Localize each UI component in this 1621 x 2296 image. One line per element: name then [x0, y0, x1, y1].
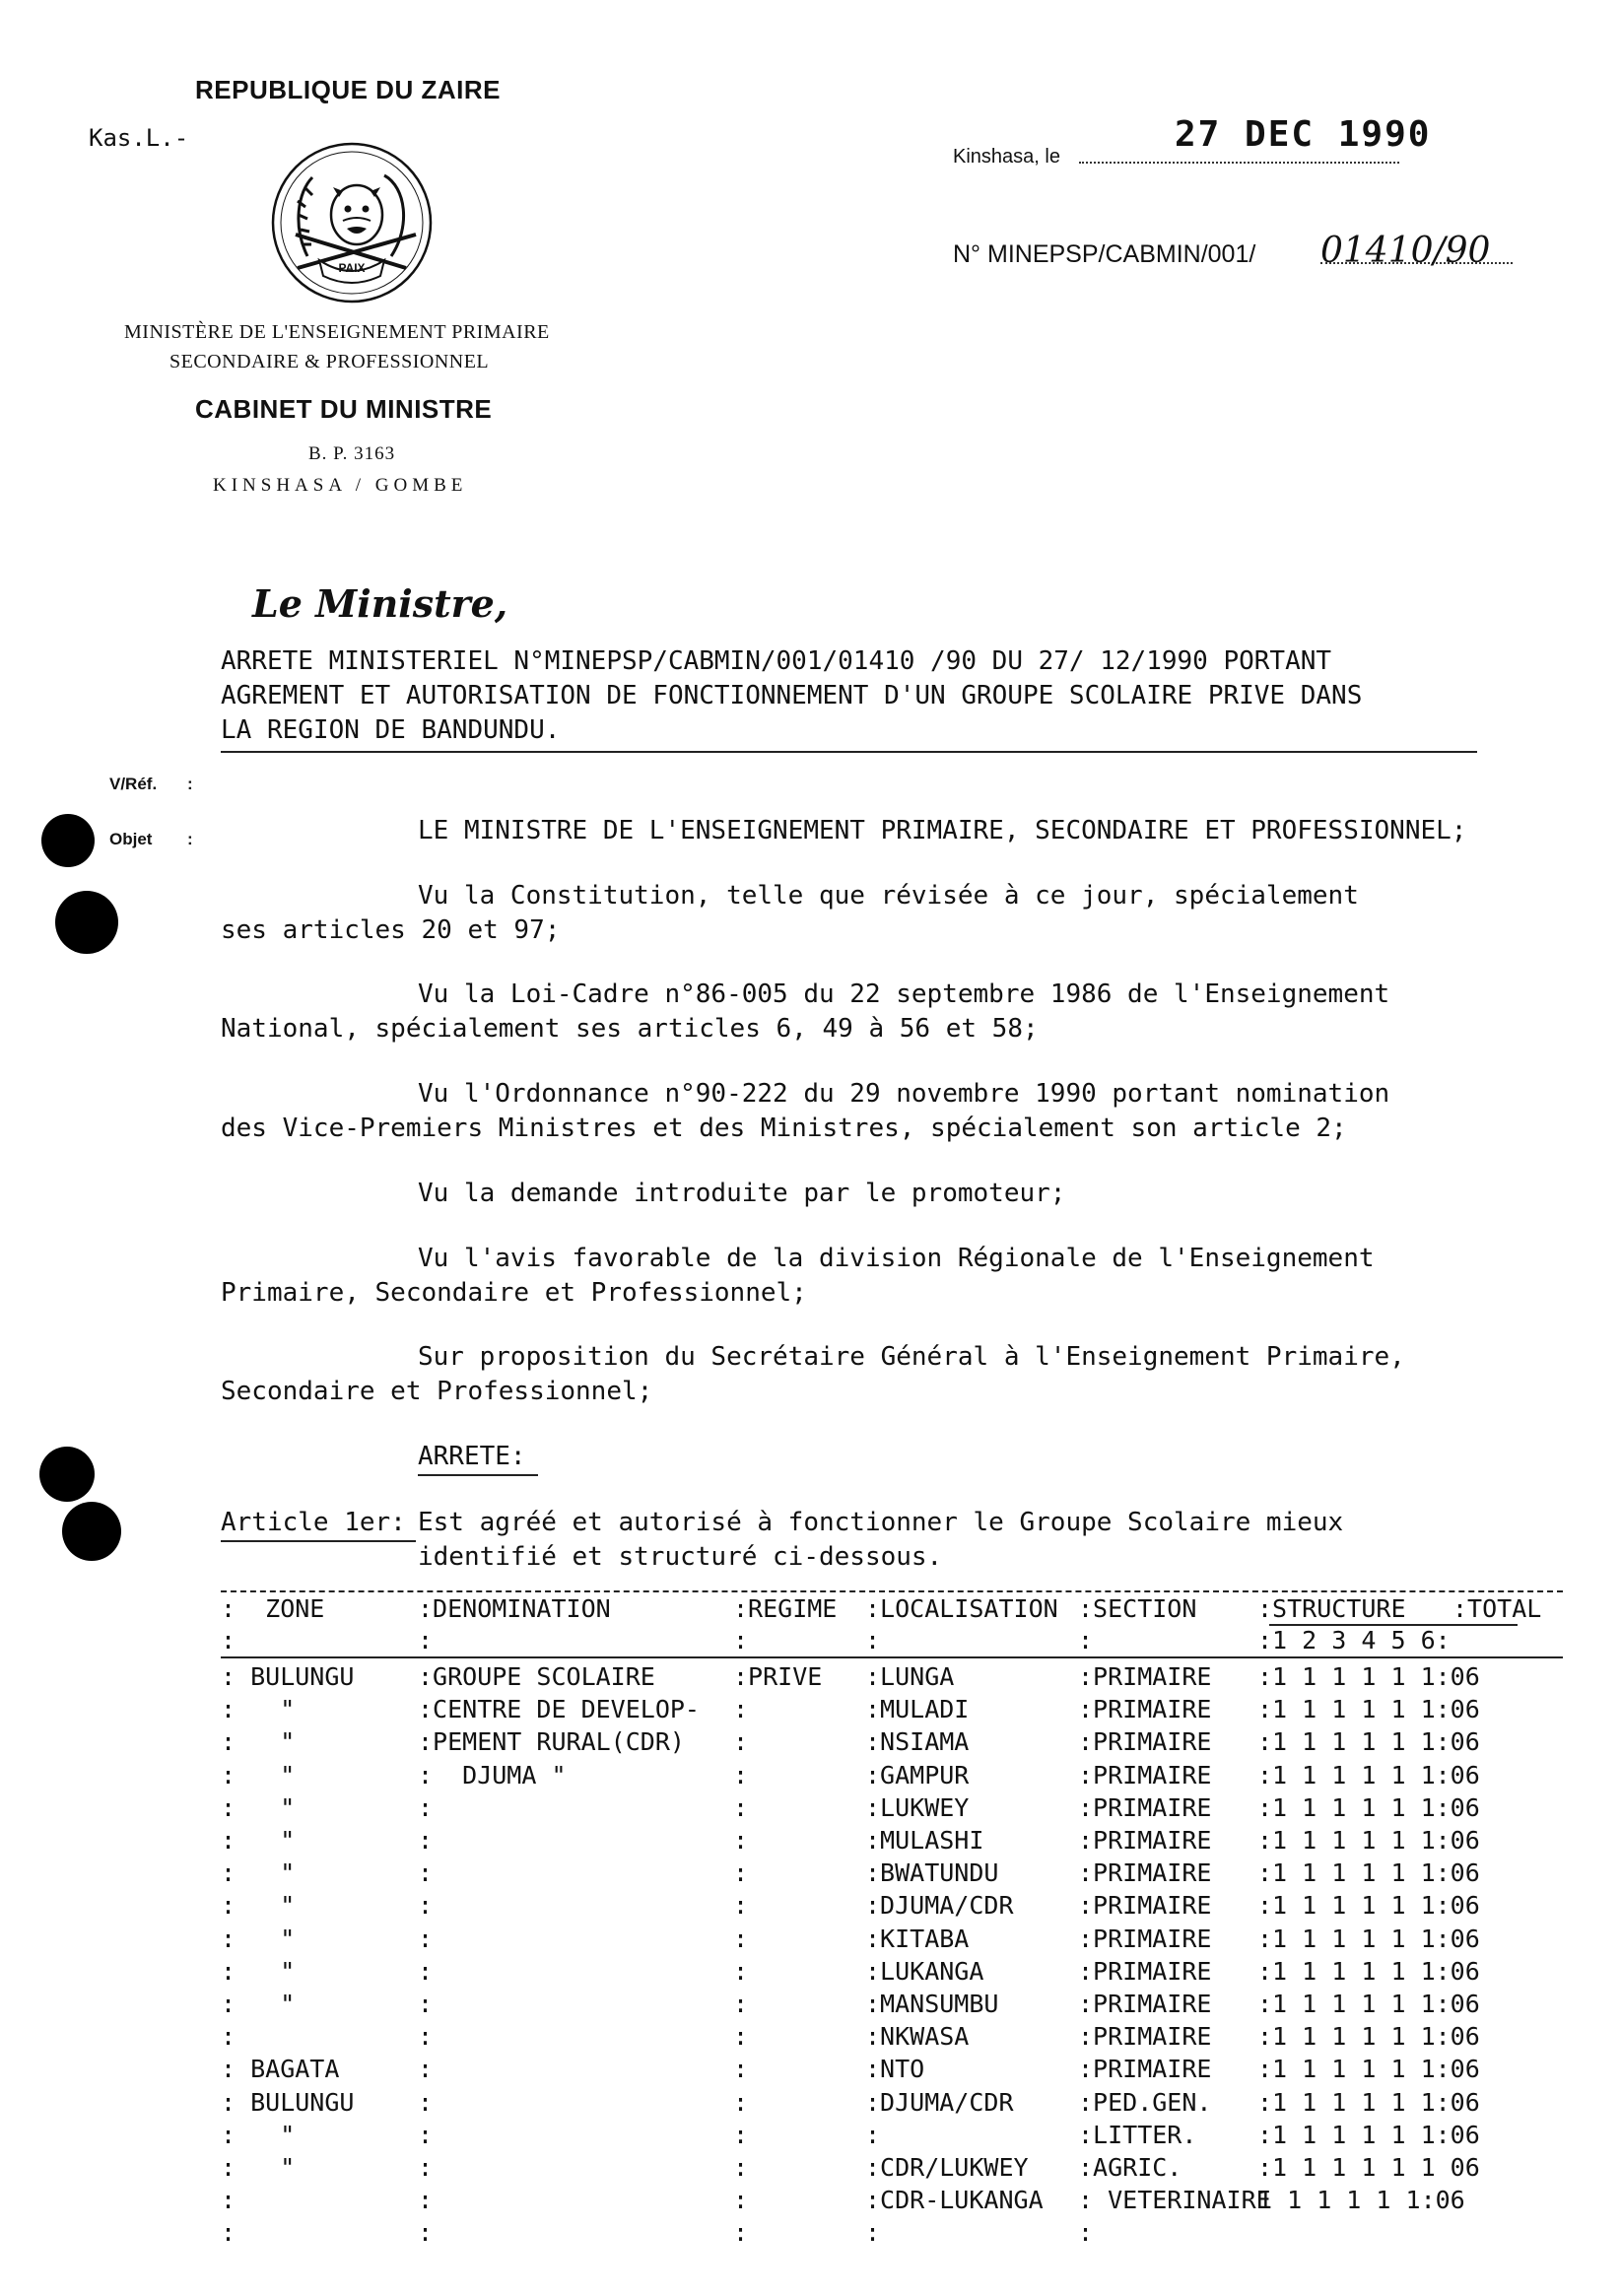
punch-hole: [55, 891, 118, 954]
cell-regime: :: [733, 1956, 749, 1986]
decree-title-rule: [221, 751, 1477, 753]
preamble-paragraph: Vu la demande introduite par le promoteur;: [418, 1179, 1066, 1208]
cell-regime: :: [733, 2055, 749, 2084]
cell-regime: :: [733, 2186, 749, 2215]
decree-title-line2: AGREMENT ET AUTORISATION DE FONCTIONNEMENT D'UN GROUPE SCOLAIRE PRIVE DANS: [221, 681, 1363, 710]
header-localisation-cont: :: [865, 1626, 881, 1654]
cabinet-heading: CABINET DU MINISTRE: [195, 394, 493, 424]
cell-localisation: :DJUMA/CDR: [865, 2087, 1014, 2117]
cell-section: :AGRIC.: [1078, 2153, 1182, 2182]
cell-structure: :1 1 1 1 1 1:06: [1257, 2022, 1480, 2052]
cell-structure: :1 1 1 1 1 1:06: [1257, 1695, 1480, 1724]
article-label-underline: [221, 1540, 416, 1542]
arrete-underline: [418, 1474, 538, 1476]
cell-regime: :: [733, 1924, 749, 1953]
cell-structure: :1 1 1 1 1 1:06: [1257, 1891, 1480, 1921]
punch-hole: [62, 1502, 121, 1561]
cell-structure: :1 1 1 1 1 1:06: [1257, 1858, 1480, 1888]
decree-title-line3: LA REGION DE BANDUNDU.: [221, 715, 561, 745]
date-stamp: 27 DEC 1990: [1175, 114, 1432, 155]
preamble-title: LE MINISTRE DE L'ENSEIGNEMENT PRIMAIRE, SECONDAIRE ET PROFESSIONNEL;: [418, 816, 1467, 845]
cell-localisation: :: [865, 2218, 881, 2248]
cell-denomination: :: [418, 1826, 434, 1855]
cell-denomination: : DJUMA ": [418, 1760, 567, 1790]
cell-section: :PRIMAIRE: [1078, 1760, 1212, 1790]
cell-localisation: :MULASHI: [865, 1826, 984, 1855]
cell-section: : VETERINAIRE: [1078, 2186, 1271, 2215]
cell-section: :PED.GEN.: [1078, 2087, 1212, 2117]
vref-colon: :: [187, 775, 193, 793]
cell-zone: : BULUNGU: [221, 2087, 355, 2117]
header-structure-grades: :1 2 3 4 5 6:: [1257, 1626, 1451, 1654]
preamble-paragraph: Vu la Constitution, telle que révisée à ce jour, spécialement: [418, 881, 1359, 911]
cell-zone: : BULUNGU: [221, 1662, 355, 1691]
cell-denomination: :CENTRE DE DEVELOP-: [418, 1695, 700, 1724]
cell-regime: :: [733, 1760, 749, 1790]
cell-zone: : ": [221, 1956, 296, 1986]
header-denomination: :DENOMINATION: [418, 1594, 611, 1623]
cell-denomination: :: [418, 1924, 434, 1953]
cell-denomination: :: [418, 2186, 434, 2215]
cell-zone: : ": [221, 1727, 296, 1757]
cell-denomination: :: [418, 1792, 434, 1822]
cell-zone: : ": [221, 1858, 296, 1888]
cell-localisation: :GAMPUR: [865, 1760, 970, 1790]
cell-section: :PRIMAIRE: [1078, 1891, 1212, 1921]
cell-section: :PRIMAIRE: [1078, 1858, 1212, 1888]
article-label: Article 1er:: [221, 1508, 406, 1537]
header-total: :TOTAL: [1452, 1594, 1542, 1623]
preamble-paragraph: Vu l'avis favorable de la division Régionale de l'Enseignement: [418, 1244, 1375, 1273]
cell-regime: :: [733, 1990, 749, 2018]
cell-section: :: [1078, 2218, 1094, 2248]
cell-zone: :: [221, 2186, 236, 2215]
cell-structure: :1 1 1 1 1 1:06: [1257, 1662, 1480, 1691]
preamble-paragraph: Secondaire et Professionnel;: [221, 1377, 653, 1406]
emblem-motto: PAIX: [338, 261, 366, 275]
reference-initials: Kas.L.-: [89, 124, 189, 152]
cell-section: :LITTER.: [1078, 2120, 1197, 2149]
ministry-name-line2: SECONDAIRE & PROFESSIONNEL: [169, 351, 490, 372]
cell-structure: :1 1 1 1 1 1:06: [1257, 1826, 1480, 1855]
structure-header-rule: [1269, 1624, 1518, 1626]
cell-section: :PRIMAIRE: [1078, 1662, 1212, 1691]
cell-denomination: :: [418, 2153, 434, 2182]
header-structure: :STRUCTURE: [1257, 1594, 1406, 1623]
cell-localisation: :MANSUMBU: [865, 1990, 999, 2018]
header-regime-cont: :: [733, 1626, 749, 1654]
cell-structure: :1 1 1 1 1 1:06: [1257, 1760, 1480, 1790]
preamble-paragraph: Vu la Loi-Cadre n°86-005 du 22 septembre 1986 de l'Enseignement: [418, 979, 1390, 1009]
vref-label: V/Réf.: [109, 775, 158, 793]
preamble-paragraph: des Vice-Premiers Ministres et des Ministres, spécialement son article 2;: [221, 1114, 1347, 1143]
cell-regime: :: [733, 1695, 749, 1724]
city-line: KINSHASA / GOMBE: [213, 475, 468, 496]
cell-section: :PRIMAIRE: [1078, 1695, 1212, 1724]
cell-localisation: :CDR/LUKWEY: [865, 2153, 1029, 2182]
cell-structure: :1 1 1 1 1 1:06: [1257, 2120, 1480, 2149]
objet-label: Objet: [109, 830, 153, 848]
cell-denomination: :: [418, 2022, 434, 2052]
cell-localisation: :NTO: [865, 2055, 925, 2084]
cell-regime: :PRIVE: [733, 1662, 823, 1691]
postal-box: B. P. 3163: [308, 443, 396, 464]
reference-number: 01410/90: [1320, 231, 1491, 271]
cell-section: :PRIMAIRE: [1078, 1990, 1212, 2018]
republic-heading: REPUBLIQUE DU ZAIRE: [195, 75, 501, 104]
header-zone-cont: :: [221, 1626, 236, 1654]
cell-localisation: :NKWASA: [865, 2022, 970, 2052]
arrete-heading: ARRETE:: [418, 1442, 526, 1471]
cell-regime: :: [733, 2153, 749, 2182]
leopard-emblem-icon: [268, 138, 436, 307]
decree-title-line1: ARRETE MINISTERIEL N°MINEPSP/CABMIN/001/01410 /90 DU 27/ 12/1990 PORTANT: [221, 646, 1332, 676]
cell-regime: :: [733, 2022, 749, 2052]
cell-structure: :1 1 1 1 1 1:06: [1257, 1727, 1480, 1757]
cell-localisation: :LUKWEY: [865, 1792, 970, 1822]
header-section: :SECTION: [1078, 1594, 1197, 1623]
cell-localisation: :BWATUNDU: [865, 1858, 999, 1888]
cell-zone: : ": [221, 1760, 296, 1790]
header-localisation: :LOCALISATION: [865, 1594, 1058, 1623]
cell-structure: :1 1 1 1 1 1:06: [1257, 1956, 1480, 1986]
article-text: identifié et structuré ci-dessous.: [418, 1542, 943, 1572]
header-zone: : ZONE: [221, 1594, 325, 1623]
cell-zone: :: [221, 2022, 236, 2052]
cell-zone: : ": [221, 1891, 296, 1921]
cell-zone: :: [221, 2218, 236, 2248]
ministry-name-line1: MINISTÈRE DE L'ENSEIGNEMENT PRIMAIRE: [124, 321, 550, 343]
punch-hole: [41, 814, 95, 867]
cell-localisation: :LUNGA: [865, 1662, 955, 1691]
cell-structure: :1 1 1 1 1 1:06: [1257, 1792, 1480, 1822]
cell-section: :PRIMAIRE: [1078, 1924, 1212, 1953]
cell-structure: :1 1 1 1 1 1:06: [1257, 2087, 1480, 2117]
cell-structure: :1 1 1 1 1 1:06: [1257, 1924, 1480, 1953]
cell-localisation: :LUKANGA: [865, 1956, 984, 1986]
cell-section: :PRIMAIRE: [1078, 1826, 1212, 1855]
preamble-paragraph: Primaire, Secondaire et Professionnel;: [221, 1278, 807, 1308]
cell-structure: :1 1 1 1 1 1:06: [1257, 2055, 1480, 2084]
cell-denomination: :: [418, 2087, 434, 2117]
cell-section: :PRIMAIRE: [1078, 2055, 1212, 2084]
cell-section: :PRIMAIRE: [1078, 1956, 1212, 1986]
cell-zone: : ": [221, 2120, 296, 2149]
header-regime: :REGIME: [733, 1594, 838, 1623]
cell-regime: :: [733, 1792, 749, 1822]
cell-regime: :: [733, 1727, 749, 1757]
cell-section: :PRIMAIRE: [1078, 2022, 1212, 2052]
place-label: Kinshasa, le: [953, 146, 1060, 168]
cell-localisation: :: [865, 2120, 881, 2149]
cell-localisation: :NSIAMA: [865, 1727, 970, 1757]
cell-localisation: :MULADI: [865, 1695, 970, 1724]
cell-regime: :: [733, 1891, 749, 1921]
cell-denomination: :: [418, 2218, 434, 2248]
preamble-paragraph: Sur proposition du Secrétaire Général à l'Enseignement Primaire,: [418, 1342, 1405, 1372]
cell-denomination: :: [418, 1956, 434, 1986]
cell-regime: :: [733, 2218, 749, 2248]
cell-zone: : BAGATA: [221, 2055, 340, 2084]
cell-localisation: :CDR-LUKANGA: [865, 2186, 1044, 2215]
cell-structure: :1 1 1 1 1 1 06: [1257, 2153, 1480, 2182]
cell-zone: : ": [221, 1695, 296, 1724]
cell-regime: :: [733, 2087, 749, 2117]
header-denomination-cont: :: [418, 1626, 434, 1654]
cell-denomination: :: [418, 2055, 434, 2084]
punch-hole: [39, 1447, 95, 1502]
cell-regime: :: [733, 2120, 749, 2149]
cell-zone: : ": [221, 1924, 296, 1953]
article-text: Est agréé et autorisé à fonctionner le Groupe Scolaire mieux: [418, 1508, 1344, 1537]
cell-zone: : ": [221, 1990, 296, 2018]
cell-regime: :: [733, 1826, 749, 1855]
preamble-paragraph: Vu l'Ordonnance n°90-222 du 29 novembre 1990 portant nomination: [418, 1079, 1390, 1109]
table-top-rule: [221, 1590, 1563, 1592]
cell-regime: :: [733, 1858, 749, 1888]
objet-colon: :: [187, 830, 193, 848]
reference-label: N° MINEPSP/CABMIN/001/: [953, 240, 1256, 268]
cell-section: :PRIMAIRE: [1078, 1792, 1212, 1822]
table-header-rule: [221, 1656, 1563, 1658]
cell-zone: : ": [221, 1826, 296, 1855]
preamble-paragraph: National, spécialement ses articles 6, 49 à 56 et 58;: [221, 1014, 1039, 1044]
cell-zone: : ": [221, 1792, 296, 1822]
header-section-cont: :: [1078, 1626, 1094, 1654]
cell-denomination: :GROUPE SCOLAIRE: [418, 1662, 655, 1691]
cell-denomination: :: [418, 1891, 434, 1921]
preamble-paragraph: ses articles 20 et 97;: [221, 915, 561, 945]
cell-denomination: :: [418, 1858, 434, 1888]
cell-zone: : ": [221, 2153, 296, 2182]
cell-localisation: :KITABA: [865, 1924, 970, 1953]
minister-title: Le Ministre,: [252, 581, 508, 626]
cell-denomination: :PEMENT RURAL(CDR): [418, 1727, 685, 1757]
cell-section: :PRIMAIRE: [1078, 1727, 1212, 1757]
cell-denomination: :: [418, 1990, 434, 2018]
cell-denomination: :: [418, 2120, 434, 2149]
cell-structure: :1 1 1 1 1 1:06: [1257, 1990, 1480, 2018]
cell-localisation: :DJUMA/CDR: [865, 1891, 1014, 1921]
cell-structure: 1 1 1 1 1 1:06: [1257, 2186, 1465, 2215]
